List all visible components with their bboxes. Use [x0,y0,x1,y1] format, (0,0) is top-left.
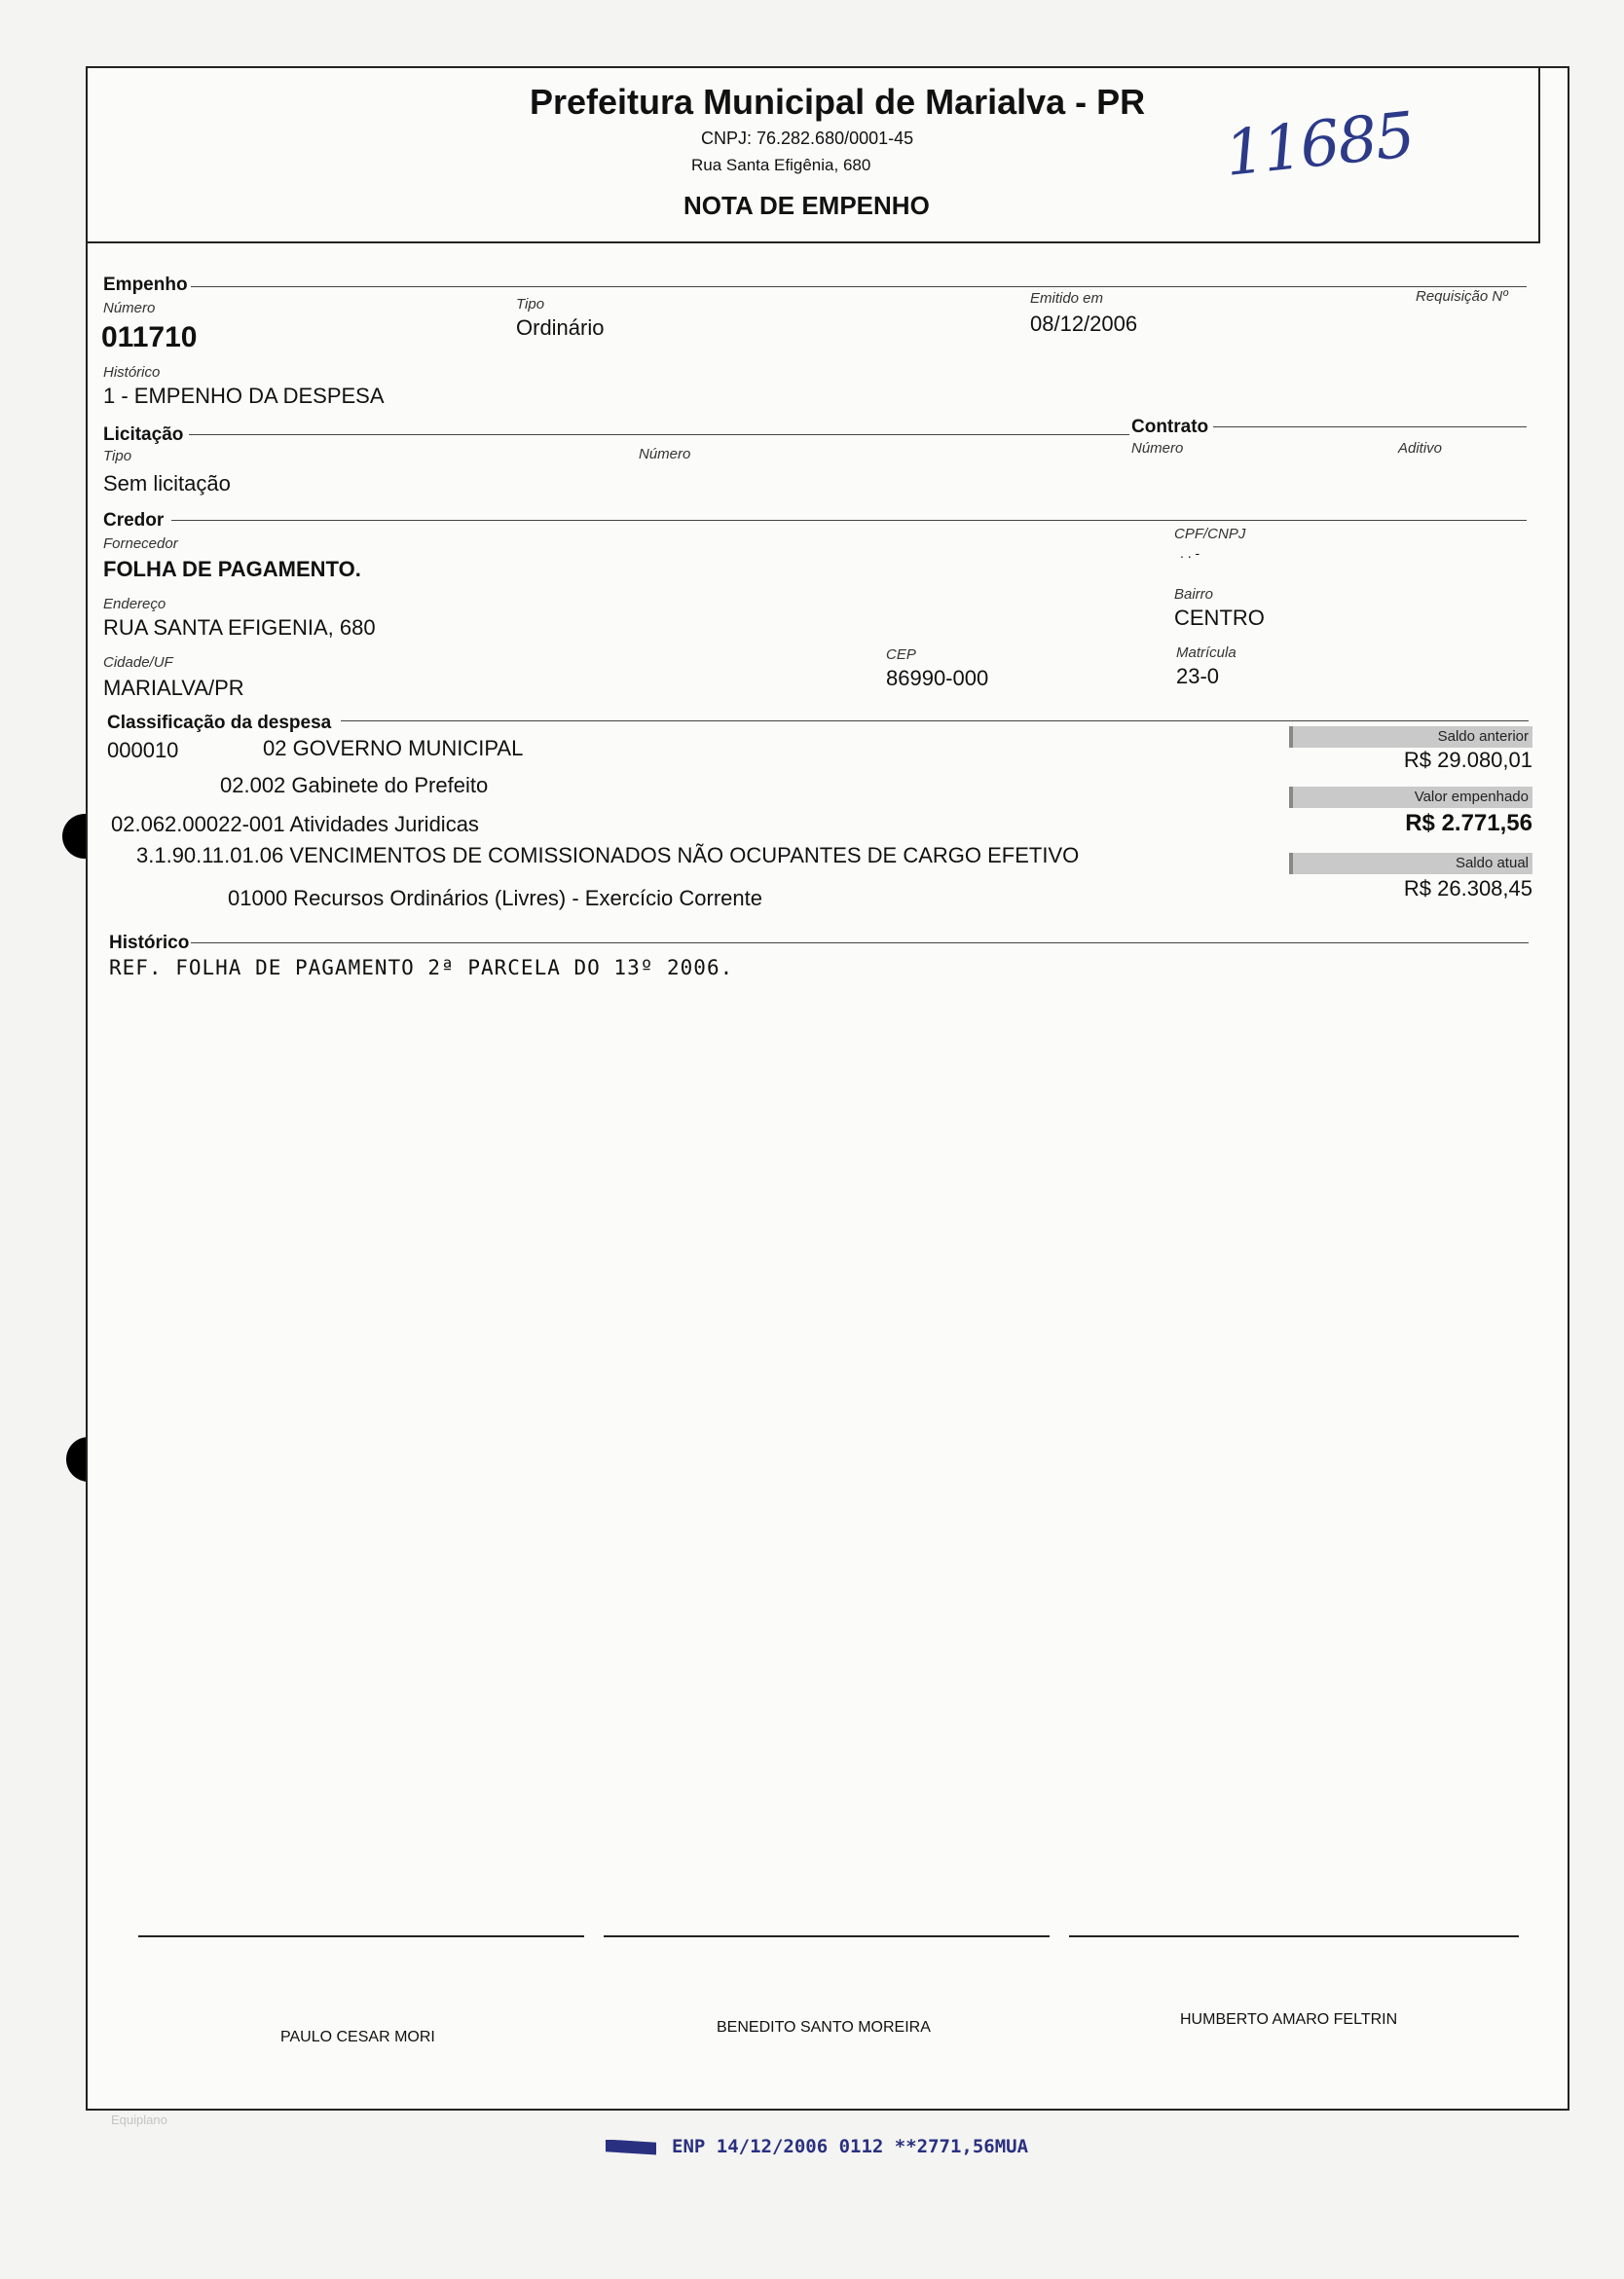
bairro: CENTRO [1174,606,1265,630]
document-type: NOTA DE EMPENHO [683,191,930,220]
footer-stamp-text: ENP 14/12/2006 0112 **2771,56MUA [672,2136,1029,2157]
cnpj: CNPJ: 76.282.680/0001-45 [701,129,914,148]
saldo-anterior-label: Saldo anterior [1289,726,1532,748]
handwritten-number: 11685 [1221,99,1417,191]
rule-credor [171,520,1527,521]
fornecedor: FOLHA DE PAGAMENTO. [103,557,361,581]
empenho-historico-label: Histórico [103,364,161,381]
cpf-label: CPF/CNPJ [1174,526,1246,542]
address: Rua Santa Efigênia, 680 [691,156,871,174]
endereco: RUA SANTA EFIGENIA, 680 [103,615,376,640]
licitacao-numero-label: Número [639,446,691,462]
contrato-numero-label: Número [1131,440,1184,457]
section-contrato: Contrato [1131,417,1209,437]
class-unidade: 02.002 Gabinete do Prefeito [220,773,489,797]
cpf: . . - [1180,545,1200,561]
empenho-numero-label: Número [103,300,156,316]
fornecedor-label: Fornecedor [103,535,178,552]
bairro-label: Bairro [1174,586,1214,603]
section-classificacao: Classificação da despesa [107,713,332,733]
class-elemento: 3.1.90.11.01.06 VENCIMENTOS DE COMISSIONADOS NÃO OCUPANTES DE CARGO EFETIVO [136,843,1080,867]
signature-name-2: BENEDITO SANTO MOREIRA [717,2019,931,2036]
empenho-historico: 1 - EMPENHO DA DESPESA [103,384,385,408]
section-historico: Histórico [109,933,190,953]
footer-stamp [606,2136,1028,2157]
header-box [88,68,1540,243]
licitacao-tipo: Sem licitação [103,471,231,496]
page-title: Prefeitura Municipal de Marialva - PR [530,82,1146,122]
matricula-label: Matrícula [1176,644,1236,661]
rule-contrato [1213,426,1527,427]
cep: 86990-000 [886,666,989,690]
valor-empenhado: R$ 2.771,56 [1405,810,1532,836]
signature-line-3 [1069,1935,1519,1937]
signature-line-2 [604,1935,1050,1937]
class-fonte: 01000 Recursos Ordinários (Livres) - Exercício Corrente [228,886,762,910]
saldo-anterior: R$ 29.080,01 [1403,748,1532,772]
signature-name-3: HUMBERTO AMARO FELTRIN [1180,2011,1398,2028]
document-frame [86,66,1569,2111]
valor-empenhado-label: Valor empenhado [1289,787,1532,808]
saldo-atual: R$ 26.308,45 [1403,876,1532,901]
endereco-label: Endereço [103,596,166,612]
cidade: MARIALVA/PR [103,676,244,700]
class-orgao: 02 GOVERNO MUNICIPAL [263,736,524,760]
faint-watermark: Equiplano [111,2113,167,2127]
empenho-tipo-label: Tipo [516,296,545,312]
contrato-aditivo-label: Aditivo [1398,440,1443,457]
empenho-emitido: 08/12/2006 [1030,312,1138,336]
rule-licitacao [189,434,1129,435]
class-code: 000010 [107,738,179,762]
section-credor: Credor [103,510,165,531]
requisicao-label: Requisição Nº [1416,288,1508,305]
saldo-atual-label: Saldo atual [1289,853,1532,874]
class-funcional: 02.062.00022-001 Atividades Juridicas [111,812,479,836]
rule-classificacao [341,720,1529,721]
rule-historico [191,942,1529,943]
cidade-label: Cidade/UF [103,654,173,671]
empenho-tipo: Ordinário [516,315,605,340]
empenho-numero: 011710 [101,321,198,353]
section-licitacao: Licitação [103,424,184,445]
rule-empenho [191,286,1527,287]
cep-label: CEP [886,646,916,663]
barcode-mark-icon [606,2140,656,2155]
signature-line-1 [138,1935,584,1937]
historico-text: REF. FOLHA DE PAGAMENTO 2ª PARCELA DO 13º 2006. [109,956,734,979]
matricula: 23-0 [1176,664,1220,688]
empenho-emitido-label: Emitido em [1030,290,1104,307]
section-empenho: Empenho [103,275,188,295]
signature-name-1: PAULO CESAR MORI [280,2029,435,2045]
licitacao-tipo-label: Tipo [103,448,132,464]
